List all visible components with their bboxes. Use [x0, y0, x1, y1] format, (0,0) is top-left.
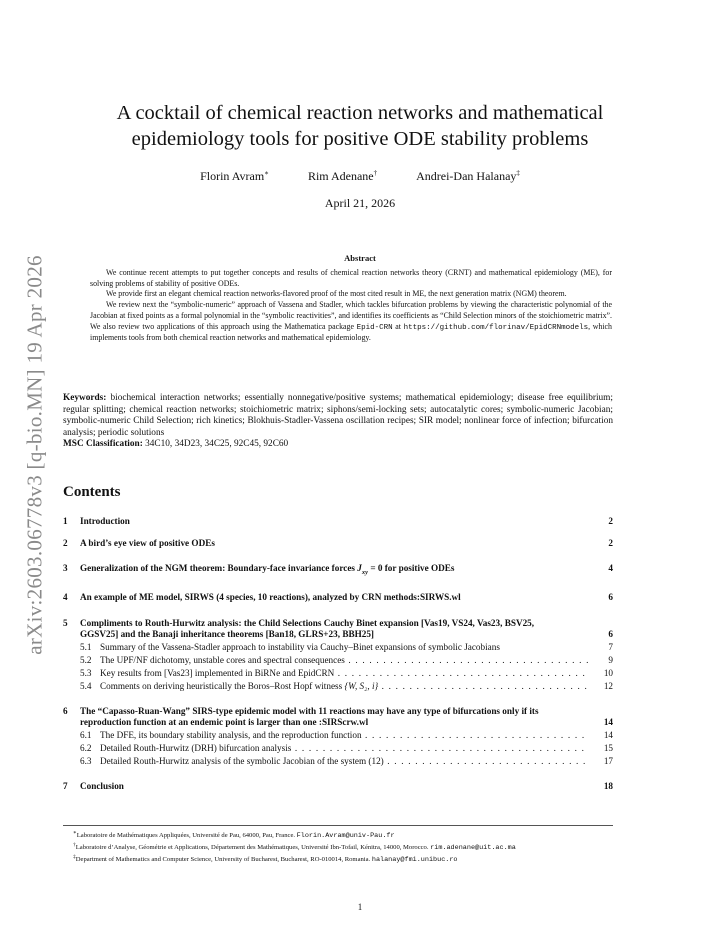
- toc-subsection-6-1[interactable]: [63, 730, 613, 741]
- arxiv-identifier: arXiv:2603.06778v3 [q-bio.MN] 19 Apr 2026: [22, 255, 47, 655]
- toc-title: An example of ME model, SIRWS (4 species, 10 reactions), analyzed by CRN methods:SIRWS.wl: [80, 592, 461, 603]
- abstract-paragraph-1: We continue recent attempts to put together concepts and results of chemical reaction networks theory (CRNT) and mathematical epidemiology (ME), for solving problems of stability of positive ODEs.: [90, 268, 612, 288]
- abstract-text: at: [392, 321, 404, 331]
- footnote-mark: ‡: [73, 854, 76, 861]
- toc-section-6[interactable]: [63, 706, 613, 729]
- toc-page: 15: [603, 742, 613, 753]
- author-footnote-mark: †: [373, 169, 378, 177]
- toc-title: Detailed Routh-Hurwitz analysis of the symbolic Jacobian of the system (12) . . .: [100, 756, 589, 767]
- footnote-3: [63, 853, 613, 865]
- title-line-1: A cocktail of chemical reaction networks and mathematical: [116, 102, 604, 124]
- toc-title: Key results from [Vas23] implemented in BiRNe and EpidCRN . . .: [100, 668, 589, 679]
- toc-number: 2: [63, 537, 68, 548]
- toc-title: Introduction: [80, 516, 130, 526]
- author-1: [200, 169, 269, 183]
- toc-page: 10: [603, 667, 613, 678]
- toc-title: [100, 681, 589, 692]
- toc-title: Conclusion: [80, 780, 124, 791]
- email-link[interactable]: halanay@fmi.unibuc.ro: [371, 856, 458, 865]
- author-3: [416, 169, 520, 183]
- toc-title: [80, 563, 589, 578]
- toc-subsection-5-3[interactable]: [63, 668, 613, 679]
- abstract-body: [90, 268, 612, 344]
- email-link[interactable]: Florin.Avram@univ-Pau.fr: [296, 832, 395, 841]
- toc-number: 7: [63, 780, 68, 791]
- author-footnote-mark: ‡: [516, 169, 520, 177]
- toc-section-1[interactable]: [63, 516, 613, 528]
- toc-number: 6.1: [80, 729, 92, 740]
- toc-number: 4: [63, 592, 68, 603]
- toc-page: 14: [603, 717, 613, 728]
- toc-section-3[interactable]: [63, 563, 613, 578]
- msc-codes: 34C10, 34D23, 34C25, 92C45, 92C60: [145, 439, 289, 450]
- toc-section-5[interactable]: [63, 618, 613, 641]
- author-name: Florin Avram: [200, 169, 265, 183]
- toc-number: 5.3: [80, 667, 92, 678]
- msc-label: MSC Classification:: [63, 439, 143, 450]
- toc-page: 18: [603, 780, 613, 791]
- toc-section-2[interactable]: [63, 538, 613, 550]
- toc-number: 5.1: [80, 641, 92, 652]
- author-2: [308, 169, 377, 183]
- abstract-heading: Abstract: [344, 253, 376, 263]
- toc-title-part: Generalization of the NGM theorem: Boundary-face invariance forces: [80, 563, 358, 573]
- toc-page: 12: [603, 680, 613, 691]
- toc-page: 17: [603, 755, 613, 766]
- toc-number: 6: [63, 705, 68, 716]
- author-name: Andrei-Dan Halanay: [416, 169, 517, 183]
- page-number: 1: [357, 902, 363, 912]
- paper-title: [0, 100, 720, 152]
- abstract-paragraph-3: [90, 300, 612, 344]
- footnote-mark: ∗: [73, 830, 77, 836]
- toc-page: 14: [603, 729, 613, 740]
- toc-number: 6.3: [80, 755, 92, 766]
- toc-page: 6: [608, 629, 613, 640]
- github-link[interactable]: https://github.com/florinav/EpidCRNmodels: [403, 323, 589, 332]
- email-link[interactable]: rim.adenane@uit.ac.ma: [430, 844, 516, 853]
- toc-title-part: Comments on deriving heuristically the Boros–Rost Hopf witness: [100, 680, 345, 691]
- footnote-2: [63, 841, 613, 853]
- toc-subsection-5-4[interactable]: [63, 681, 613, 692]
- author-list: [0, 169, 720, 184]
- table-of-contents: [63, 516, 613, 792]
- math-subscript: xy: [361, 568, 369, 576]
- toc-subsection-5-2[interactable]: [63, 655, 613, 666]
- toc-number: 1: [63, 516, 68, 526]
- abstract-text: We review next the “symbolic-numeric” approach of Vassena and Stadler, which tackles bifurcation problems by viewing the characteristic polynomial of the Jacobian at fixed points as a formal polynomial in the “symbolic reactivities”, and identifies its coefficients as “Child Selection minors of the stoichiometric matrix”. We also review two applications of this approach using the Mathematica package: [90, 300, 612, 331]
- toc-subsection-6-2[interactable]: [63, 743, 613, 754]
- math-symbol: {W, S₂, i}: [344, 680, 379, 691]
- toc-number: 5: [63, 617, 68, 628]
- contents-heading: Contents: [63, 484, 121, 500]
- keywords-block: [63, 393, 613, 451]
- toc-title: The “Capasso-Ruan-Wang” SIRS-type epidemic model with 11 reactions may have any type of bifurcations only if its reproduction function at an endemic point is larger than one :SIRScrw.wl: [80, 705, 539, 728]
- footnotes: [63, 825, 613, 866]
- abstract-paragraph-2: We provide first an elegant chemical reaction networks-flavored proof of the most cited result in ME, the next generation matrix (NGM) theorem.: [106, 289, 567, 299]
- toc-page: 2: [608, 537, 613, 548]
- footnote-text: Department of Mathematics and Computer Science, University of Bucharest, Bucharest, RO-010014, Romania.: [75, 856, 372, 864]
- toc-section-7[interactable]: [63, 781, 613, 793]
- keywords-text: biochemical interaction networks; essentially nonnegative/positive systems; mathematical epidemiology; disease free equilibrium; regular splitting; chemical reaction networks; stoichiometric matrix; siphons/semi-locking sets; autocatalytic cores; symbolic-numeric Jacobian; symbolic-numeric Child Selection; rich kinetics; Blokhuis-Stadler-Vassena oscillation recipes; SIR model; nonlinear force of infection; bifurcation analysis; periodic solutions: [63, 393, 613, 438]
- toc-number: 3: [63, 563, 68, 573]
- footnote-text: Laboratoire de Mathématiques Appliquées, Université de Pau, 64000, Pau, France.: [76, 832, 297, 840]
- toc-title: The UPF/NF dichotomy, unstable cores and spectral consequences . . .: [100, 655, 589, 666]
- math-symbol: J: [357, 563, 362, 573]
- author-footnote-mark: ∗: [264, 169, 269, 177]
- toc-number: 6.2: [80, 742, 92, 753]
- title-line-2: epidemiology tools for positive ODE stability problems: [131, 128, 589, 150]
- toc-title: Detailed Routh-Hurwitz (DRH) bifurcation analysis . . .: [100, 743, 589, 754]
- footnote-text: Laboratoire d’Analyse, Géométrie et Applications, Département des Mathématiques, Université Ibn-Tofail, Kénitra, 14000, Morocco.: [75, 844, 431, 852]
- toc-title: A bird’s eye view of positive ODEs: [80, 537, 215, 548]
- paper-date: April 21, 2026: [324, 196, 396, 210]
- toc-title: The DFE, its boundary stability analysis, and the reproduction function . . .: [100, 730, 589, 741]
- toc-page: 2: [608, 516, 613, 526]
- footnote-mark: †: [73, 842, 76, 849]
- author-name: Rim Adenane: [307, 169, 374, 183]
- toc-page: 7: [608, 641, 613, 652]
- toc-subsection-5-1[interactable]: [63, 642, 613, 653]
- toc-title: Compliments to Routh-Hurwitz analysis: the Child Selections Cauchy Binet expansion [Vas19, VS24, Vas23, BSV25, GGSV25] and the Banaji inheritance theorems [Ban18, GLRS+23, BBH25]: [80, 617, 535, 640]
- toc-number: 5.4: [80, 680, 92, 691]
- toc-section-4[interactable]: [63, 592, 613, 604]
- footnote-1: [63, 829, 613, 841]
- toc-number: 5.2: [80, 654, 92, 665]
- keywords-label: Keywords:: [63, 393, 107, 403]
- abstract-text: , which implements tools from both chemical reaction networks and mathematical epidemiology.: [90, 321, 613, 343]
- toc-page: 6: [608, 592, 613, 603]
- toc-title-part: = 0 for positive ODEs: [368, 563, 455, 573]
- toc-page: 9: [608, 654, 613, 665]
- toc-title: Summary of the Vassena-Stadler approach to instability via Cauchy–Binet expansions of symbolic Jacobians: [100, 641, 500, 652]
- toc-page: 4: [608, 563, 613, 573]
- package-name: Epid-CRN: [356, 323, 393, 332]
- toc-subsection-6-3[interactable]: [63, 756, 613, 767]
